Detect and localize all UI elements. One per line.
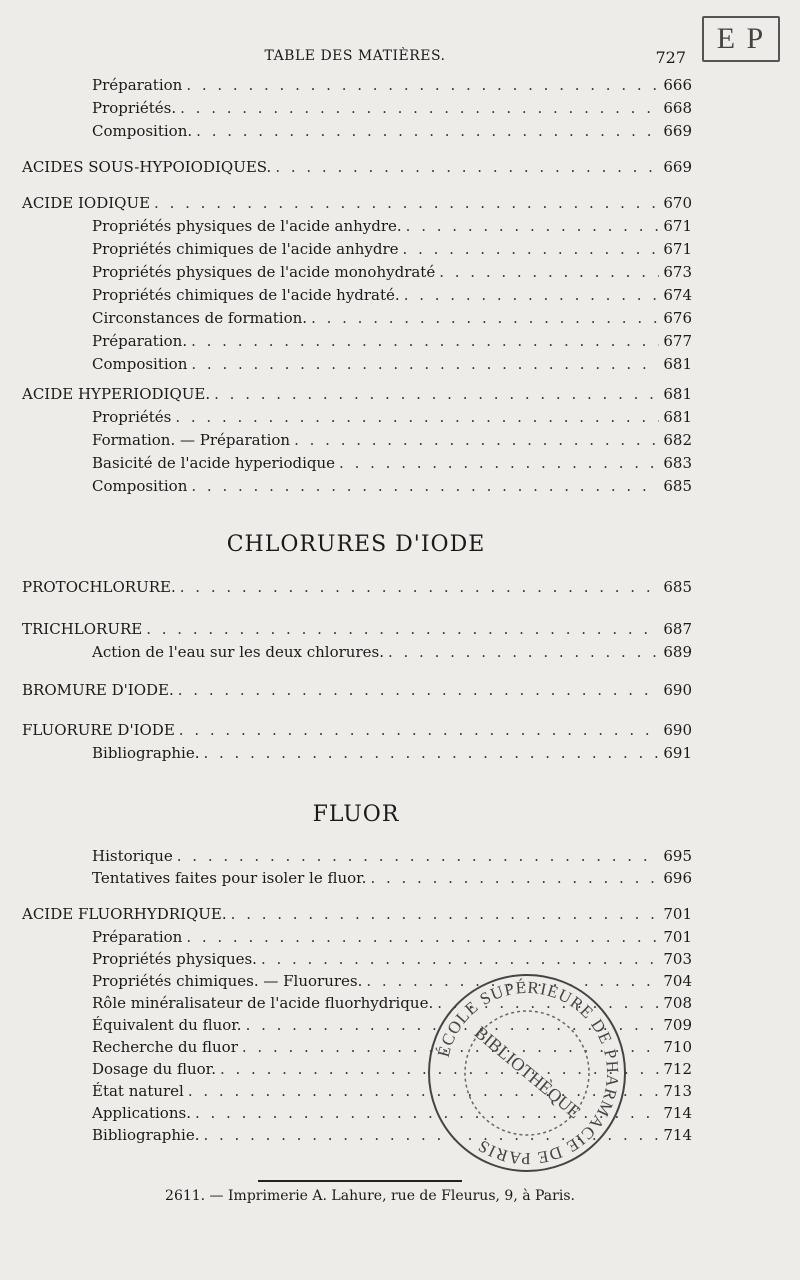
leader-dots — [406, 217, 660, 235]
toc-entry-page: 682 — [663, 431, 692, 449]
toc-entry-label: Propriétés physiques de l'acide anhydre. — [92, 217, 402, 235]
toc-entry — [22, 620, 692, 642]
leader-dots — [403, 240, 660, 258]
toc-entry-label: Propriétés chimiques de l'acide hydraté. — [92, 286, 400, 304]
leader-dots — [186, 76, 659, 94]
toc-entry-label: Propriétés — [92, 408, 172, 426]
toc-entry — [92, 643, 692, 665]
running-title: TABLE DES MATIÈRES. — [264, 48, 446, 64]
leader-dots — [214, 385, 659, 403]
toc-entry-label: Propriétés chimiques de l'acide anhydre — [92, 240, 399, 258]
leader-dots — [261, 950, 659, 968]
toc-entry-label: Préparation. — [92, 332, 188, 350]
toc-entry-page: 704 — [663, 972, 692, 990]
toc-entry-label: Bibliographie. — [92, 1126, 200, 1144]
toc-entry-page: 710 — [663, 1038, 692, 1056]
leader-dots — [191, 332, 659, 350]
toc-entry-label: Composition — [92, 355, 188, 373]
toc-entry — [22, 578, 692, 600]
toc-entry-page: 671 — [663, 217, 692, 235]
toc-entry-page: 677 — [663, 332, 692, 350]
toc-entry-page: 703 — [663, 950, 692, 968]
leader-dots — [178, 681, 660, 699]
corner-stamp: E P — [702, 16, 780, 62]
toc-entry-label: ACIDE FLUORHYDRIQUE. — [22, 905, 227, 923]
colophon: 2611. — Imprimerie A. Lahure, rue de Fleurus, 9, à Paris. — [165, 1188, 575, 1204]
toc-entry — [22, 158, 692, 180]
toc-entry-page: 712 — [663, 1060, 692, 1078]
toc-entry-label: Basicité de l'acide hyperiodique — [92, 454, 336, 472]
toc-entry-page: 687 — [663, 620, 692, 638]
toc-entry-label: État naturel — [92, 1082, 184, 1100]
stamp-inner-text: BIBLIOTHÈQUE — [470, 1022, 585, 1123]
toc-entry-label: Équivalent du fluor. — [92, 1016, 242, 1034]
leader-dots — [439, 263, 659, 281]
toc-entry — [92, 454, 692, 476]
leader-dots — [370, 869, 659, 887]
toc-entry-page: 696 — [663, 869, 692, 887]
section-heading: CHLORURES D'IODE — [226, 532, 486, 557]
running-head — [0, 48, 800, 68]
toc-entry — [92, 240, 692, 262]
toc-entry — [22, 721, 692, 743]
toc-entry-page: 690 — [663, 681, 692, 699]
toc-entry-label: Circonstances de formation. — [92, 309, 308, 327]
toc-entry — [92, 122, 692, 144]
toc-entry-page: 695 — [663, 847, 692, 865]
toc-entry-label: Bibliographie. — [92, 744, 200, 762]
toc-entry — [92, 355, 692, 377]
toc-entry — [92, 309, 692, 331]
toc-entry-page: 673 — [663, 263, 692, 281]
toc-entry — [92, 847, 692, 869]
toc-entry-page: 669 — [663, 158, 692, 176]
toc-entry-page: 670 — [663, 194, 692, 212]
toc-entry-page: 689 — [663, 643, 692, 661]
leader-dots — [196, 122, 659, 140]
section-heading: FLUOR — [312, 802, 400, 827]
toc-entry-page: 668 — [663, 99, 692, 117]
toc-entry-label: Tentatives faites pour isoler le fluor. — [92, 869, 367, 887]
toc-entry-page: 671 — [663, 240, 692, 258]
toc-entry-label: Applications. — [92, 1104, 191, 1122]
toc-entry-label: Propriétés. — [92, 99, 177, 117]
toc-entry-label: Rôle minéralisateur de l'acide fluorhydrique. — [92, 994, 434, 1012]
toc-entry — [92, 286, 692, 308]
leader-dots — [175, 408, 659, 426]
toc-entry — [92, 332, 692, 354]
stamp-outer-textpath: ÉCOLE SUPÉRIEURE DE PHARMACIE DE PARIS — [433, 977, 623, 1169]
footer-rule — [258, 1180, 462, 1182]
leader-dots — [191, 355, 659, 373]
leader-dots — [180, 99, 659, 117]
leader-dots — [177, 847, 660, 865]
toc-entry-page: 708 — [663, 994, 692, 1012]
toc-entry — [92, 744, 692, 766]
toc-entry-page: 690 — [663, 721, 692, 739]
toc-entry-label: Action de l'eau sur les deux chlorures. — [92, 643, 384, 661]
toc-entry-label: Historique — [92, 847, 173, 865]
toc-entry-label: ACIDE IODIQUE — [22, 194, 151, 212]
leader-dots — [180, 578, 660, 596]
toc-entry-label: ACIDES SOUS-HYPOIODIQUES. — [22, 158, 272, 176]
toc-entry-label: Propriétés physiques. — [92, 950, 257, 968]
toc-entry — [92, 431, 692, 453]
toc-entry-page: 681 — [663, 355, 692, 373]
leader-dots — [179, 721, 660, 739]
toc-entry — [22, 385, 692, 407]
toc-entry — [22, 194, 692, 216]
toc-entry-page: 681 — [663, 408, 692, 426]
toc-entry-page: 701 — [663, 928, 692, 946]
leader-dots — [311, 309, 659, 327]
toc-entry-page: 714 — [663, 1126, 692, 1144]
leader-dots — [275, 158, 659, 176]
toc-entry — [92, 76, 692, 98]
toc-entry — [92, 477, 692, 499]
toc-entry-page: 683 — [663, 454, 692, 472]
leader-dots — [191, 477, 659, 495]
toc-entry-label: Préparation — [92, 76, 183, 94]
toc-entry-label: Composition — [92, 477, 188, 495]
toc-entry-page: 691 — [663, 744, 692, 762]
leader-dots — [146, 620, 659, 638]
toc-entry-label: PROTOCHLORURE. — [22, 578, 176, 596]
toc-entry-label: Recherche du fluor — [92, 1038, 238, 1056]
toc-entry-label: Formation. — Préparation — [92, 431, 291, 449]
toc-entry — [22, 905, 692, 927]
leader-dots — [294, 431, 659, 449]
toc-entry — [22, 681, 692, 703]
toc-entry-label: Propriétés chimiques. — Fluorures. — [92, 972, 363, 990]
toc-entry-page: 709 — [663, 1016, 692, 1034]
toc-entry-label: Préparation — [92, 928, 183, 946]
leader-dots — [339, 454, 659, 472]
leader-dots — [154, 194, 659, 212]
toc-entry-label: TRICHLORURE — [22, 620, 143, 638]
toc-entry-label: BROMURE D'IODE. — [22, 681, 174, 699]
toc-entry-page: 681 — [663, 385, 692, 403]
leader-dots — [186, 928, 659, 946]
library-stamp — [422, 968, 632, 1178]
toc-entry-label: Composition. — [92, 122, 193, 140]
toc-entry — [92, 99, 692, 121]
toc-entry-page: 676 — [663, 309, 692, 327]
toc-entry-page: 674 — [663, 286, 692, 304]
toc-entry — [92, 263, 692, 285]
toc-entry-page: 714 — [663, 1104, 692, 1122]
toc-entry-label: ACIDE HYPERIODIQUE. — [22, 385, 211, 403]
toc-entry-page: 701 — [663, 905, 692, 923]
toc-entry-page: 713 — [663, 1082, 692, 1100]
toc-entry-page: 669 — [663, 122, 692, 140]
leader-dots — [404, 286, 660, 304]
toc-entry — [92, 869, 692, 891]
page-number: 727 — [655, 48, 686, 67]
toc-entry-page: 666 — [663, 76, 692, 94]
toc-entry — [92, 217, 692, 239]
leader-dots — [231, 905, 660, 923]
toc-entry — [92, 408, 692, 430]
toc-entry-page: 685 — [663, 578, 692, 596]
toc-entry-page: 685 — [663, 477, 692, 495]
toc-entry — [92, 928, 692, 950]
leader-dots — [203, 744, 659, 762]
toc-entry-label: Dosage du fluor. — [92, 1060, 216, 1078]
leader-dots — [388, 643, 659, 661]
toc-entry-label: FLUORURE D'IODE — [22, 721, 175, 739]
toc-entry-label: Propriétés physiques de l'acide monohydraté — [92, 263, 436, 281]
